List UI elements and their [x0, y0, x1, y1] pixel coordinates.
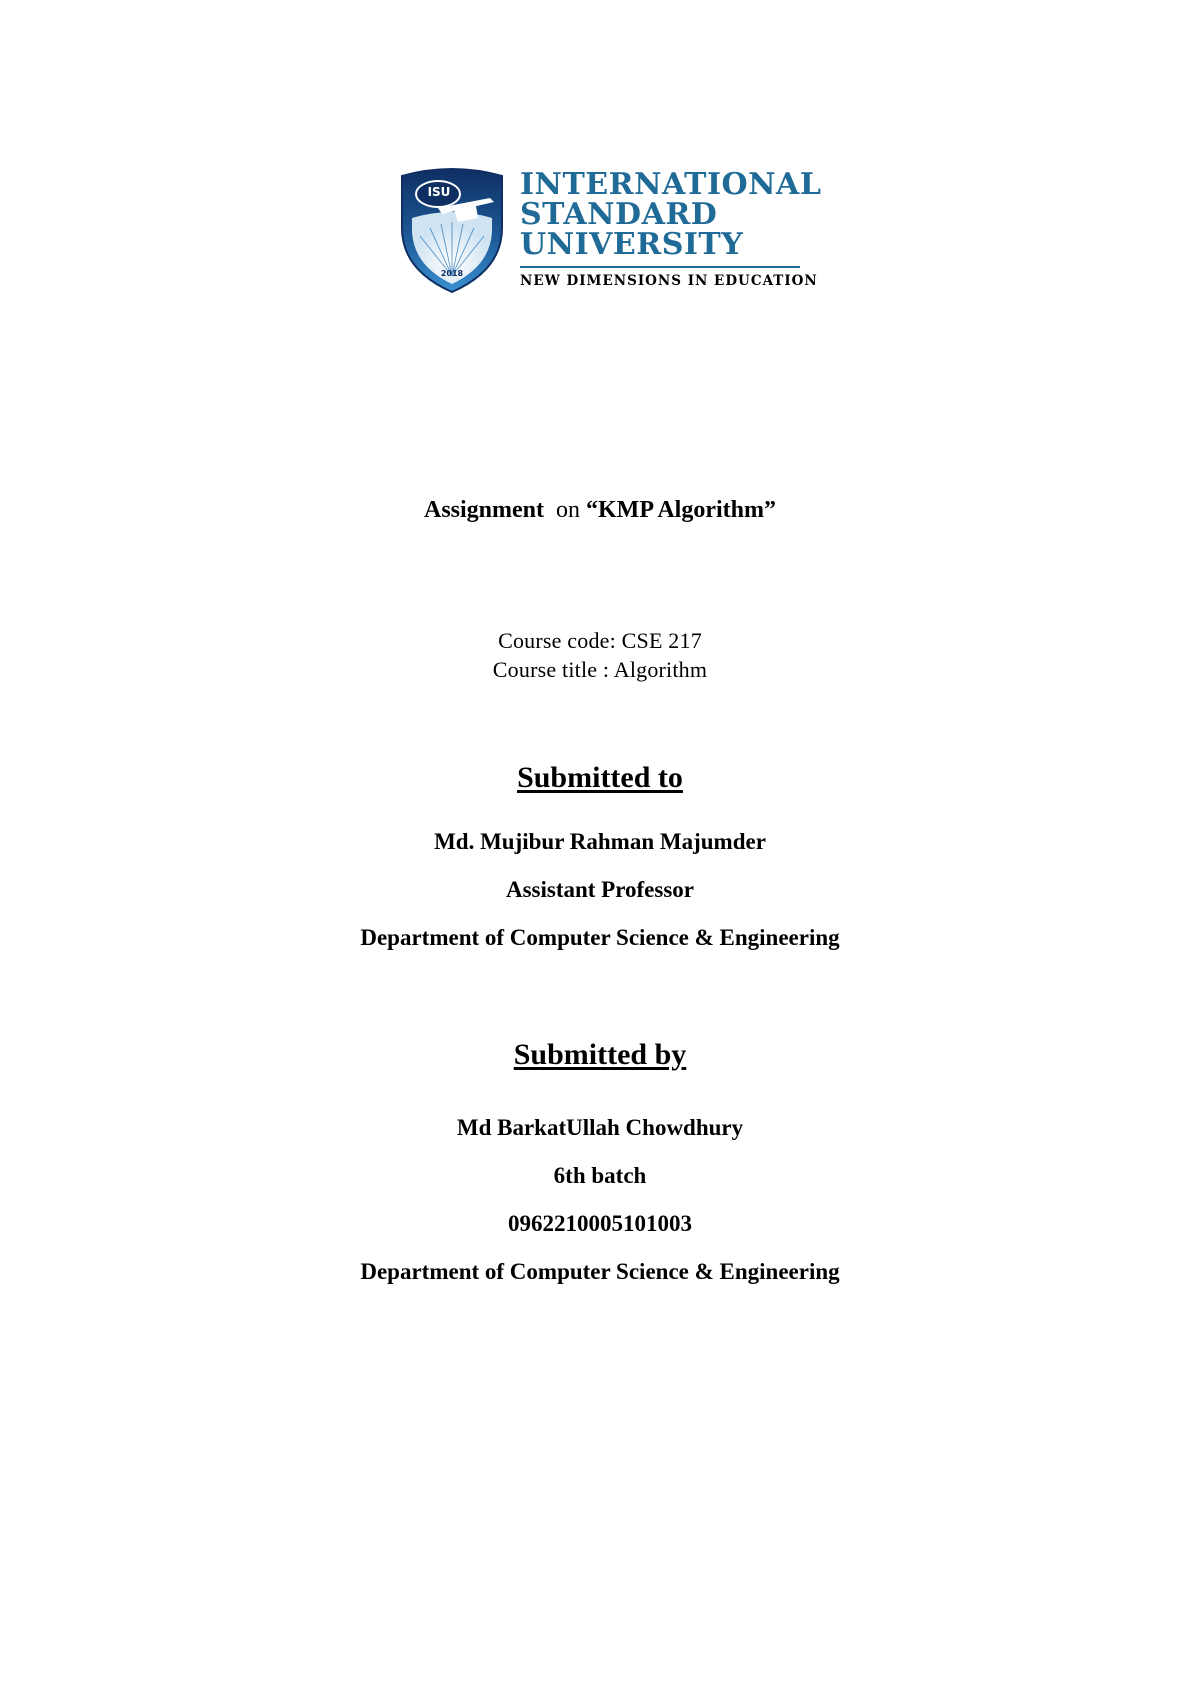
- submitted-to-department: Department of Computer Science & Engineering: [360, 925, 840, 950]
- logo-year-text: 2018: [440, 269, 464, 278]
- submitted-by-department: Department of Computer Science & Engineering: [360, 1259, 840, 1284]
- logo-tagline: NEW DIMENSIONS IN EDUCATION: [520, 273, 818, 289]
- submitted-to-heading: Submitted to: [517, 761, 683, 794]
- course-code: Course code: CSE 217: [498, 628, 702, 653]
- assignment-title-topic: “KMP Algorithm”: [586, 497, 776, 523]
- submitted-by-name: Md BarkatUllah Chowdhury: [456, 1115, 744, 1140]
- logo-badge-text: ISU: [427, 185, 451, 199]
- logo-line-international: INTERNATIONAL: [520, 167, 822, 202]
- submitted-by-heading: Submitted by: [513, 1038, 687, 1071]
- assignment-title-on: on: [556, 497, 581, 523]
- submitted-to-name: Md. Mujibur Rahman Majumder: [434, 829, 766, 854]
- assignment-title-prefix: Assignment: [424, 497, 545, 523]
- submitted-to-designation: Assistant Professor: [505, 877, 695, 902]
- logo-line-university: UNIVERSITY: [520, 227, 744, 262]
- assignment-title: [0, 497, 1200, 524]
- submitted-by-batch: 6th batch: [553, 1163, 647, 1188]
- course-title: Course title : Algorithm: [492, 657, 708, 682]
- logo-divider: [520, 266, 800, 268]
- logo-wordmark: [520, 167, 822, 289]
- university-logo: [398, 166, 822, 296]
- logo-line-standard: STANDARD: [520, 197, 718, 232]
- submitted-by-id: 0962210005101003: [508, 1211, 692, 1236]
